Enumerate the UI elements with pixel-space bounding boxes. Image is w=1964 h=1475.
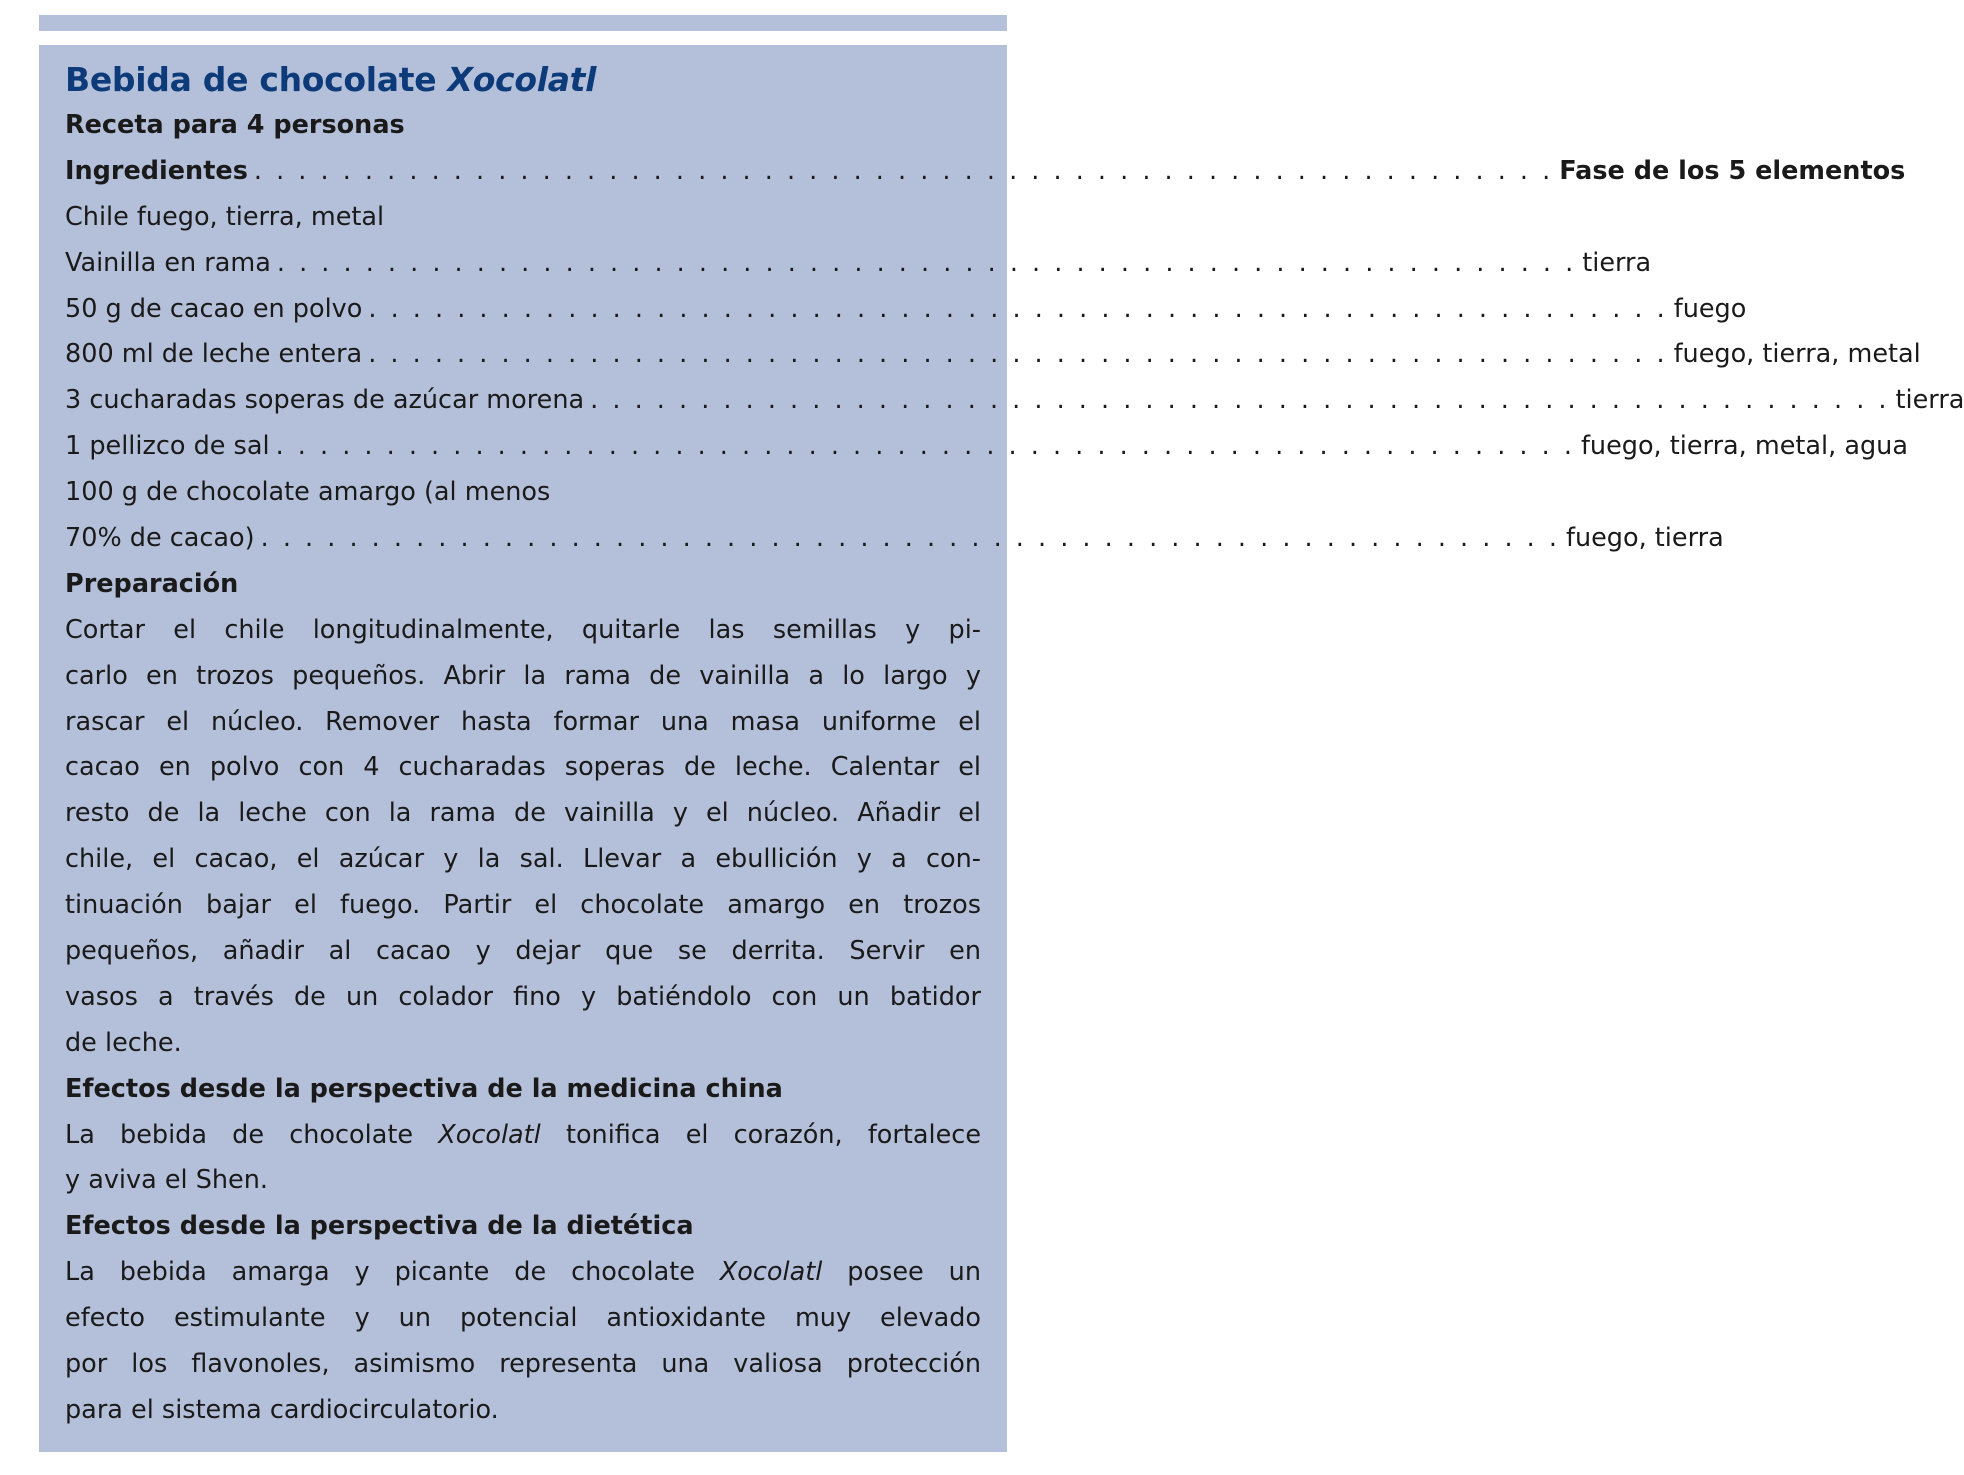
leader-dots: . . . . . . . . . . . . . . . . . . . . . . . . . . . . . . . . . . . . . . . . . . . . . . . . . . . . . . . . . . . xyxy=(253,155,1554,186)
ingredient-phase: fuego, tierra xyxy=(1565,523,1724,554)
ingredient-row xyxy=(65,287,1747,333)
preparation-header: Preparación xyxy=(65,568,239,599)
ingredient-phase: tierra xyxy=(1895,385,1964,416)
preparation-line: chile, el cacao, el azúcar y la sal. Llevar a ebullición y a con- xyxy=(65,844,981,875)
leader-dots: . . . . . . . . . . . . . . . . . . . . . . . . . . . . . . . . . . . . . . . . . . . . . . . . . . . . . . . . . . . xyxy=(368,339,1668,370)
effects-china-line xyxy=(65,1113,981,1159)
ingredient-row xyxy=(65,332,1921,378)
ingredient-row xyxy=(65,516,1724,562)
effects-diet-line: para el sistema cardiocirculatorio. xyxy=(65,1394,499,1425)
preparation-line: cacao en polvo con 4 cucharadas soperas de leche. Calentar el xyxy=(65,752,981,783)
preparation-line: tinuación bajar el fuego. Partir el chocolate amargo en trozos xyxy=(65,890,981,921)
leader-dots: . . . . . . . . . . . . . . . . . . . . . . . . . . . . . . . . . . . . . . . . . . . . . . . . . . . . . . . . . . . xyxy=(260,523,1560,554)
ingredient-name: 50 g de cacao en polvo xyxy=(65,293,363,324)
recipe-title xyxy=(65,57,981,103)
preparation-line: resto de la leche con la rama de vainilla y el núcleo. Añadir el xyxy=(65,798,981,829)
servings-label: Receta para 4 personas xyxy=(65,110,405,140)
effects-china-text: tonifica el corazón, fortalece xyxy=(565,1119,982,1150)
ingredients-header-row xyxy=(65,149,1906,195)
ingredient-name: 3 cucharadas soperas de azúcar morena xyxy=(65,385,585,416)
ingredient-name: Vainilla en rama xyxy=(65,247,271,278)
preparation-line: vasos a través de un colador fino y batiéndolo con un batidor xyxy=(65,981,981,1012)
effects-china-line: y aviva el Shen. xyxy=(65,1165,269,1196)
ingredient-row xyxy=(65,424,1908,470)
effects-diet-text: posee un xyxy=(847,1257,981,1288)
preparation-line: de leche. xyxy=(65,1027,182,1058)
ingredient-phase: fuego, tierra, metal, agua xyxy=(1580,431,1908,462)
recipe-title-italic: Xocolatl xyxy=(447,60,597,99)
ingredient-row xyxy=(65,378,1964,424)
leader-dots: . . . . . . . . . . . . . . . . . . . . . . . . . . . . . . . . . . . . . . . . . . . . . . . . . . . . . . . . . . . xyxy=(275,431,1575,462)
ingredient-name: 70% de cacao) xyxy=(65,523,255,554)
effects-diet-header: Efectos desde la perspectiva de la dietética xyxy=(65,1211,694,1242)
top-divider-bar xyxy=(39,15,1007,31)
preparation-line: pequeños, añadir al cacao y dejar que se derrita. Servir en xyxy=(65,936,981,967)
preparation-line: rascar el núcleo. Remover hasta formar una masa uniforme el xyxy=(65,706,981,737)
ingredients-header: Ingredientes xyxy=(65,155,248,186)
ingredient-name: 800 ml de leche entera xyxy=(65,339,363,370)
effects-diet-line xyxy=(65,1250,981,1296)
ingredient-line: Chile fuego, tierra, metal xyxy=(65,201,385,232)
effects-diet-line: por los flavonoles, asimismo representa una valiosa protección xyxy=(65,1349,981,1380)
effects-diet-italic: Xocolatl xyxy=(719,1257,823,1288)
effects-china-text: La bebida de chocolate xyxy=(65,1119,414,1150)
ingredient-line: 100 g de chocolate amargo (al menos xyxy=(65,477,551,508)
ingredient-name: 1 pellizco de sal xyxy=(65,431,270,462)
ingredient-phase: tierra xyxy=(1582,247,1652,278)
ingredient-phase: fuego, tierra, metal xyxy=(1673,339,1921,370)
leader-dots: . . . . . . . . . . . . . . . . . . . . . . . . . . . . . . . . . . . . . . . . . . . . . . . . . . . . . . . . . . . xyxy=(368,293,1668,324)
preparation-line: Cortar el chile longitudinalmente, quitarle las semillas y pi- xyxy=(65,614,981,645)
leader-dots: . . . . . . . . . . . . . . . . . . . . . . . . . . . . . . . . . . . . . . . . . . . . . . . . . . . . . . . . . . . xyxy=(276,247,1577,278)
recipe-box xyxy=(39,45,1964,1452)
effects-china-header: Efectos desde la perspectiva de la medicina china xyxy=(65,1073,783,1104)
effects-diet-line: efecto estimulante y un potencial antioxidante muy elevado xyxy=(65,1303,981,1334)
ingredient-row xyxy=(65,241,1652,287)
preparation-line: carlo en trozos pequeños. Abrir la rama de vainilla a lo largo y xyxy=(65,660,981,691)
recipe-title-main: Bebida de chocolate xyxy=(65,60,437,99)
phase-header: Fase de los 5 elementos xyxy=(1559,155,1906,186)
leader-dots: . . . . . . . . . . . . . . . . . . . . . . . . . . . . . . . . . . . . . . . . . . . . . . . . . . . . . . . . . . . xyxy=(590,385,1890,416)
ingredient-phase: fuego xyxy=(1673,293,1747,324)
effects-china-italic: Xocolatl xyxy=(438,1119,541,1150)
effects-diet-text: La bebida amarga y picante de chocolate xyxy=(65,1257,695,1288)
